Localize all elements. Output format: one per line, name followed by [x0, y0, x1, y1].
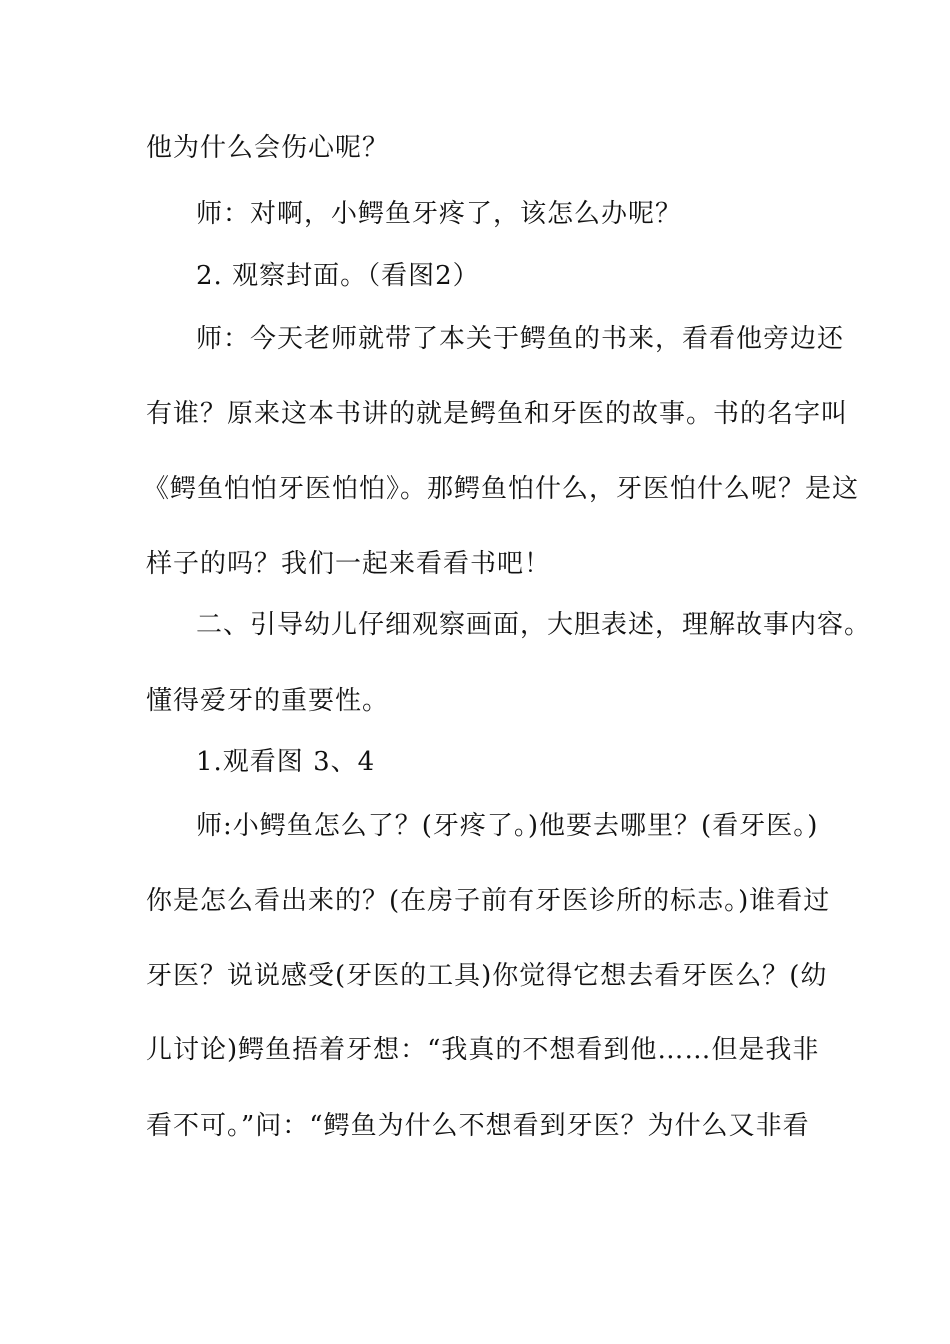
text-line: 他为什么会伤心呢？: [146, 133, 390, 163]
text-line: 师：对啊，小鳄鱼牙疼了，该怎么办呢？: [196, 199, 683, 229]
text-line: 你是怎么看出来的？(在房子前有牙医诊所的标志。)谁看过: [146, 886, 831, 916]
section-heading: 二、引导幼儿仔细观察画面，大胆表述，理解故事内容。: [196, 610, 872, 640]
text-line: 懂得爱牙的重要性。: [146, 686, 390, 716]
text-line: 儿讨论)鳄鱼捂着牙想：“我真的不想看到他……但是我非: [146, 1035, 820, 1065]
text-line: 看不可。”问：“鳄鱼为什么不想看到牙医？为什么又非看: [146, 1111, 810, 1141]
section-heading: 1.观看图 3、4: [196, 747, 376, 777]
text-line: 有谁？原来这本书讲的就是鳄鱼和牙医的故事。书的名字叫: [146, 399, 849, 429]
text-line: 师:小鳄鱼怎么了？(牙疼了。)他要去哪里？(看牙医。): [196, 811, 819, 841]
text-line: 牙医？说说感受(牙医的工具)你觉得它想去看牙医么？(幼: [146, 961, 828, 991]
text-line: 师：今天老师就带了本关于鳄鱼的书来，看看他旁边还: [196, 324, 845, 354]
section-heading: 2. 观察封面。（看图2）: [196, 261, 480, 291]
text-line: 《鳄鱼怕怕牙医怕怕》。那鳄鱼怕什么，牙医怕什么呢？是这: [143, 474, 860, 504]
text-line: 样子的吗？我们一起来看看书吧！: [146, 549, 552, 579]
